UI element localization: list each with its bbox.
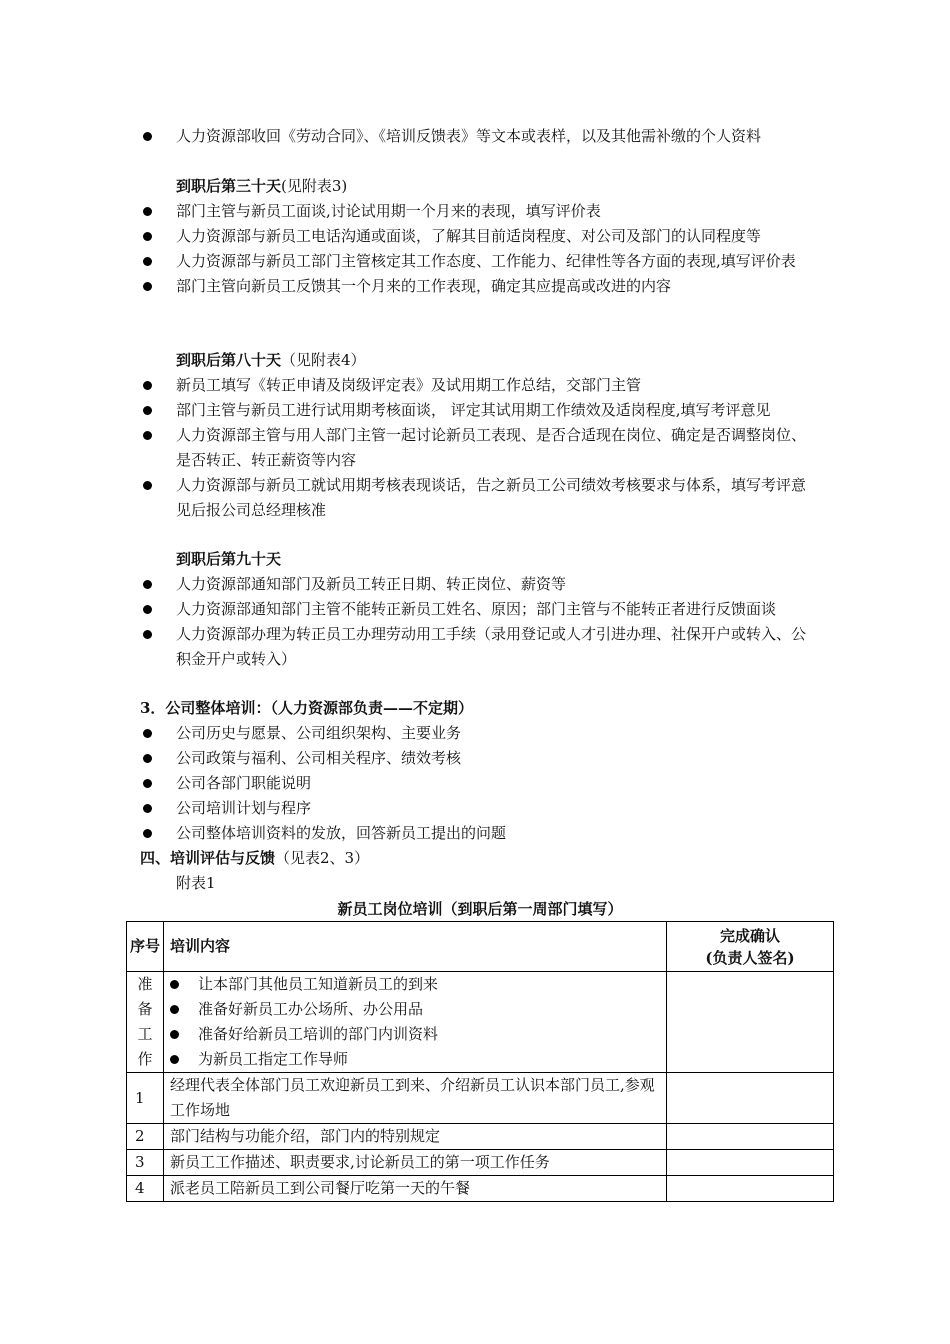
- bullet-icon: [143, 257, 152, 266]
- bullet-icon: [143, 729, 152, 738]
- list-item: 部门主管与新员工面谈,讨论试用期一个月来的表现，填写评价表: [140, 199, 820, 224]
- confirm-cell[interactable]: [667, 1150, 834, 1176]
- bullet-icon: [170, 1030, 179, 1039]
- company-training-heading: 3．公司整体培训：（人力资源部负责——不定期）: [140, 699, 473, 717]
- bullet-icon: [170, 980, 179, 989]
- row-content: 部门结构与功能介绍，部门内的特别规定: [164, 1124, 667, 1150]
- list-item: 人力资源部主管与用人部门主管一起讨论新员工表现、是否合适现在岗位、确定是否调整岗位、是否转正、转正薪资等内容: [140, 423, 820, 473]
- list-item: 人力资源部通知部门及新员工转正日期、转正岗位、薪资等: [140, 572, 820, 597]
- header-no: 序号: [127, 922, 164, 972]
- row-number: 1: [127, 1073, 164, 1124]
- list-item: 部门主管与新员工进行试用期考核面谈， 评定其试用期工作绩效及适岗程度,填写考评意见: [140, 398, 820, 423]
- row-number: 2: [127, 1124, 164, 1150]
- list-item: 为新员工指定工作导师: [164, 1047, 666, 1072]
- table-row: [127, 1073, 834, 1124]
- table-title: 新员工岗位培训（到职后第一周部门填写）: [337, 900, 623, 918]
- bullet-icon: [143, 630, 152, 639]
- table-row: [127, 1176, 834, 1202]
- section4-heading: 四、培训评估与反馈（见表2、3）: [140, 849, 370, 867]
- bullet-icon: [143, 381, 152, 390]
- bullet-icon: [170, 1005, 179, 1014]
- bullet-icon: [143, 132, 152, 141]
- list-item: 准备好给新员工培训的部门内训资料: [164, 1022, 666, 1047]
- list-item: 人力资源部通知部门主管不能转正新员工姓名、原因；部门主管与不能转正者进行反馈面谈: [140, 597, 820, 622]
- list-item: 人力资源部与新员工部门主管核定其工作态度、工作能力、纪律性等各方面的表现,填写评价表: [140, 249, 820, 274]
- list-item: 公司各部门职能说明: [140, 771, 820, 796]
- list-item: 公司政策与福利、公司相关程序、绩效考核: [140, 746, 820, 771]
- day80-section: [140, 348, 820, 523]
- prep-items-cell: [164, 972, 667, 1073]
- bullet-icon: [143, 481, 152, 490]
- list-item: 新员工填写《转正申请及岗级评定表》及试用期工作总结，交部门主管: [140, 373, 820, 398]
- list-item: 部门主管向新员工反馈其一个月来的工作表现，确定其应提高或改进的内容: [140, 274, 820, 299]
- day30-heading: 到职后第三十天(见附表3): [176, 177, 348, 195]
- bullet-icon: [143, 605, 152, 614]
- table-row: [127, 1150, 834, 1176]
- list-item: 人力资源部与新员工就试用期考核表现谈话，告之新员工公司绩效考核要求与体系，填写考评意见后报公司总经理核准: [140, 473, 820, 523]
- row-number: 3: [127, 1150, 164, 1176]
- confirm-cell[interactable]: [667, 1124, 834, 1150]
- bullet-icon: [143, 754, 152, 763]
- table-header-row: [127, 922, 834, 972]
- bullet-icon: [143, 431, 152, 440]
- day90-section: [140, 547, 820, 672]
- bullet-icon: [143, 779, 152, 788]
- list-item: 让本部门其他员工知道新员工的到来: [164, 972, 666, 997]
- bullet-icon: [143, 232, 152, 241]
- table-row: [127, 1124, 834, 1150]
- list-item: [140, 124, 820, 149]
- list-item-text: 人力资源部收回《劳动合同》、《培训反馈表》等文本或表样，以及其他需补缴的个人资料: [176, 127, 762, 145]
- list-item: 公司培训计划与程序: [140, 796, 820, 821]
- header-content: 培训内容: [164, 922, 667, 972]
- annex-label: 附表1: [176, 874, 216, 892]
- bullet-icon: [170, 1055, 179, 1064]
- day90-heading: 到职后第九十天: [176, 550, 282, 568]
- bullet-icon: [143, 580, 152, 589]
- prep-label: 准 备 工 作: [127, 972, 164, 1073]
- table-row: [127, 972, 834, 1073]
- list-item: 人力资源部办理为转正员工办理劳动用工手续（录用登记或人才引进办理、社保开户或转入、公积金开户或转入）: [140, 622, 820, 672]
- confirm-cell[interactable]: [667, 1176, 834, 1202]
- row-content: 新员工工作描述、职责要求,讨论新员工的第一项工作任务: [164, 1150, 667, 1176]
- bullet-icon: [143, 829, 152, 838]
- list-item: 公司历史与愿景、公司组织架构、主要业务: [140, 721, 820, 746]
- header-confirm: 完成确认 (负责人签名): [667, 922, 834, 972]
- row-number: 4: [127, 1176, 164, 1202]
- row-content: 派老员工陪新员工到公司餐厅吃第一天的午餐: [164, 1176, 667, 1202]
- company-training-section: [140, 696, 820, 896]
- bullet-icon: [143, 282, 152, 291]
- row-content: 经理代表全体部门员工欢迎新员工到来、介绍新员工认识本部门员工,参观工作场地: [164, 1073, 667, 1124]
- list-item: 准备好新员工办公场所、办公用品: [164, 997, 666, 1022]
- bullet-icon: [143, 207, 152, 216]
- day30-section: [140, 174, 820, 299]
- bullet-icon: [143, 804, 152, 813]
- confirm-cell[interactable]: [667, 972, 834, 1073]
- day80-heading: 到职后第八十天（见附表4）: [176, 351, 366, 369]
- bullet-list-top: [140, 124, 820, 149]
- list-item: 公司整体培训资料的发放，回答新员工提出的问题: [140, 821, 820, 846]
- bullet-icon: [143, 406, 152, 415]
- confirm-cell[interactable]: [667, 1073, 834, 1124]
- list-item: 人力资源部与新员工电话沟通或面谈，了解其目前适岗程度、对公司及部门的认同程度等: [140, 224, 820, 249]
- training-table: [126, 921, 834, 1202]
